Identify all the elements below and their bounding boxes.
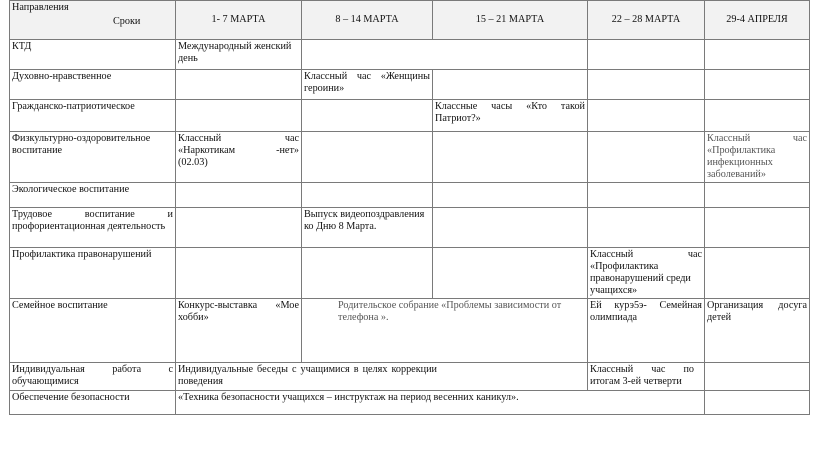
empty-cell	[705, 40, 810, 70]
row-civic	[10, 100, 810, 132]
empty-cell	[705, 70, 810, 100]
direction-cell	[10, 363, 176, 391]
direction-cell: Профилактика правонарушений	[10, 248, 176, 299]
header-row	[10, 1, 810, 40]
activity-line: (02.03)	[178, 157, 208, 168]
direction-cell: Экологическое воспитание	[10, 183, 176, 208]
activity-cell: Выпуск видеопоздравления ко Дню 8 Марта.	[302, 208, 433, 248]
row-safety	[10, 391, 810, 415]
row-ktd	[10, 40, 810, 70]
empty-cell	[176, 100, 302, 132]
row-health	[10, 132, 810, 183]
activity-cell	[705, 132, 810, 183]
empty-cell	[588, 40, 705, 70]
activity-line: Классный час	[590, 249, 702, 260]
direction-cell	[10, 208, 176, 248]
empty-cell	[302, 100, 433, 132]
row-prevention	[10, 248, 810, 299]
header-period-2: 8 – 14 МАРТА	[302, 1, 433, 40]
empty-cell	[302, 132, 433, 183]
header-period-4: 22 – 28 МАРТА	[588, 1, 705, 40]
header-period-1: 1- 7 МАРТА	[176, 1, 302, 40]
direction-cell: Гражданско-патриотическое	[10, 100, 176, 132]
activity-cell: Организация досуга детей	[705, 299, 810, 363]
activity-cell	[588, 248, 705, 299]
direction-cell: КТД	[10, 40, 176, 70]
empty-cell	[705, 391, 810, 415]
empty-cell	[433, 248, 588, 299]
empty-cell	[705, 208, 810, 248]
activity-cell	[588, 363, 705, 391]
header-directions-label: Направления	[12, 2, 69, 13]
direction-cell: Физкультурно-оздоровительное воспитание	[10, 132, 176, 183]
empty-cell	[705, 100, 810, 132]
row-ecology	[10, 183, 810, 208]
row-individual	[10, 363, 810, 391]
activity-line: «Профилактика инфекционных заболеваний»	[707, 145, 776, 180]
row-family	[10, 299, 810, 363]
empty-cell	[705, 248, 810, 299]
activity-line: Классный час по	[590, 364, 694, 375]
direction-cell: Семейное воспитание	[10, 299, 176, 363]
direction-line: обучающимися	[12, 376, 79, 387]
header-corner-cell	[10, 1, 176, 40]
direction-cell: Обеспечение безопасности	[10, 391, 176, 415]
empty-cell	[176, 248, 302, 299]
education-plan-table	[9, 0, 810, 415]
activity-cell: Индивидуальные беседы с учащимися в целях коррекции поведения	[176, 363, 588, 391]
activity-cell: Международный женский день	[176, 40, 302, 70]
activity-line: итогам 3-ей четверти	[590, 376, 682, 387]
empty-cell	[302, 248, 433, 299]
activity-line: Классный час	[178, 133, 299, 144]
empty-cell	[302, 183, 433, 208]
activity-line: «Профилактика правонарушений среди учащихся»	[590, 261, 691, 296]
empty-cell	[588, 70, 705, 100]
empty-cell	[176, 70, 302, 100]
activity-cell	[176, 132, 302, 183]
activity-cell: «Техника безопасности учащихся – инструктаж на период весенних каникул».	[176, 391, 705, 415]
activity-cell: Ей курэ5э- Семейная олимпиада	[588, 299, 705, 363]
row-spiritual	[10, 70, 810, 100]
empty-cell	[433, 70, 588, 100]
header-period-3: 15 – 21 МАРТА	[433, 1, 588, 40]
empty-cell	[588, 100, 705, 132]
education-plan-document	[9, 0, 809, 424]
empty-cell	[433, 208, 588, 248]
empty-cell	[588, 132, 705, 183]
direction-line: Трудовое воспитание и	[12, 209, 173, 220]
direction-cell: Духовно-нравственное	[10, 70, 176, 100]
empty-cell	[588, 208, 705, 248]
activity-cell: Родительское собрание «Проблемы зависимости от телефона ».	[302, 299, 588, 363]
activity-cell: Конкурс-выставка «Мое хобби»	[176, 299, 302, 363]
row-labor	[10, 208, 810, 248]
empty-cell	[588, 183, 705, 208]
direction-line: Индивидуальная работа с	[12, 364, 173, 375]
activity-cell: Классный час «Женщины героини»	[302, 70, 433, 100]
empty-cell	[433, 183, 588, 208]
empty-cell	[176, 183, 302, 208]
empty-cell	[176, 208, 302, 248]
empty-cell	[705, 363, 810, 391]
header-period-5: 29-4 АПРЕЛЯ	[705, 1, 810, 40]
activity-cell: Классные часы «Кто такой Патриот?»	[433, 100, 588, 132]
activity-line: Классный час	[707, 133, 807, 144]
empty-cell	[705, 183, 810, 208]
empty-cell	[302, 40, 588, 70]
header-terms-label: Сроки	[113, 16, 141, 27]
activity-line: «Наркотикам -нет»	[178, 145, 299, 156]
direction-line: профориентационная деятельность	[12, 221, 166, 232]
empty-cell	[433, 132, 588, 183]
